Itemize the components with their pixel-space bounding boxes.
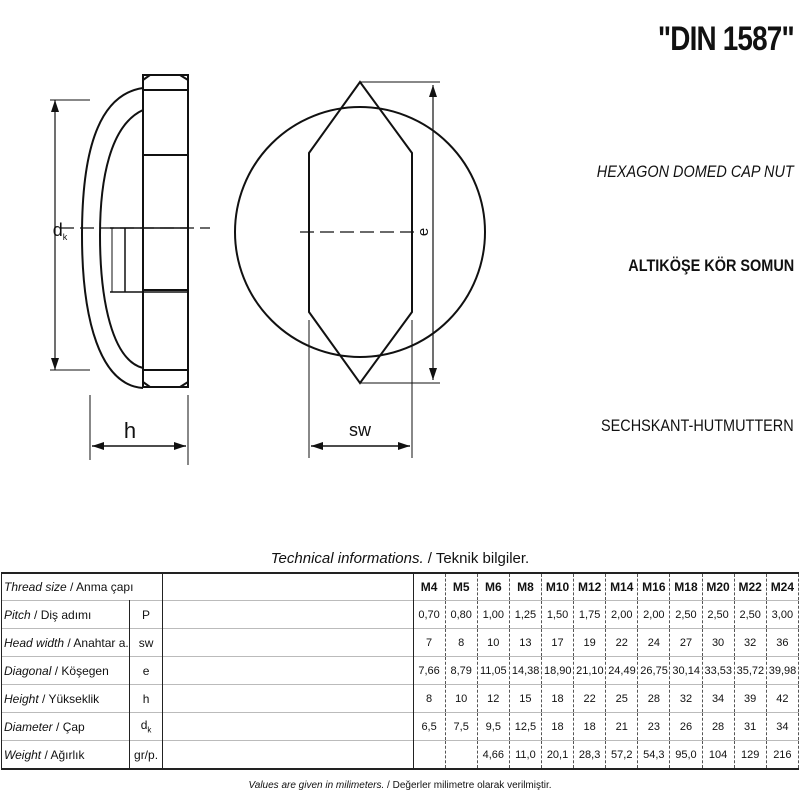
size-header: M6 bbox=[477, 573, 509, 601]
value-cell bbox=[413, 741, 445, 770]
value-cell: 34 bbox=[702, 685, 734, 713]
row-symbol-cell bbox=[130, 713, 162, 741]
footnote bbox=[0, 780, 800, 791]
value-cell: 27 bbox=[670, 629, 702, 657]
value-cell: 10 bbox=[445, 685, 477, 713]
value-cell: 2,50 bbox=[702, 601, 734, 629]
row-label-separator: / bbox=[30, 607, 41, 622]
row-label-separator: / bbox=[41, 747, 51, 762]
size-header: M16 bbox=[638, 573, 670, 601]
value-cell: 8 bbox=[413, 685, 445, 713]
row-symbol-cell bbox=[130, 741, 162, 770]
value-cell: 15 bbox=[509, 685, 541, 713]
blank-cell bbox=[162, 629, 413, 657]
spec-table bbox=[1, 572, 799, 770]
row-label-tr: Anahtar a. bbox=[73, 635, 129, 650]
table-row bbox=[2, 629, 799, 657]
value-cell: 24,49 bbox=[606, 657, 638, 685]
side-view-hex-body bbox=[143, 75, 188, 387]
value-cell bbox=[445, 741, 477, 770]
value-cell: 3,00 bbox=[766, 601, 798, 629]
label-e: e bbox=[415, 227, 432, 237]
value-cell: 1,25 bbox=[509, 601, 541, 629]
blank-cell bbox=[162, 685, 413, 713]
value-cell: 9,5 bbox=[477, 713, 509, 741]
row-symbol: sw bbox=[138, 635, 154, 650]
row-symbol-subscript: k bbox=[147, 725, 152, 735]
value-cell: 33,53 bbox=[702, 657, 734, 685]
value-cell: 42 bbox=[766, 685, 798, 713]
value-cell: 26,75 bbox=[638, 657, 670, 685]
blank-cell bbox=[162, 741, 413, 770]
value-cell: 18,90 bbox=[541, 657, 573, 685]
row-symbol: gr/p. bbox=[134, 747, 159, 762]
value-cell: 19 bbox=[574, 629, 606, 657]
blank-cell bbox=[162, 657, 413, 685]
value-cell: 104 bbox=[702, 741, 734, 770]
value-cell: 22 bbox=[574, 685, 606, 713]
table-row bbox=[2, 741, 799, 770]
table-row bbox=[2, 685, 799, 713]
value-cell: 14,38 bbox=[509, 657, 541, 685]
value-cell: 18 bbox=[541, 713, 573, 741]
size-header: M4 bbox=[413, 573, 445, 601]
value-cell: 57,2 bbox=[606, 741, 638, 770]
value-cell: 17 bbox=[541, 629, 573, 657]
standard-title: "DIN 1587" bbox=[657, 20, 794, 58]
row-symbol-cell bbox=[130, 685, 162, 713]
label-dk bbox=[53, 220, 68, 242]
row-label-cell bbox=[2, 741, 130, 770]
side-view-dome-inner bbox=[100, 110, 143, 368]
row-label-en: Diagonal bbox=[4, 663, 52, 678]
blank-cell bbox=[162, 573, 413, 601]
value-cell: 0,80 bbox=[445, 601, 477, 629]
size-header: M10 bbox=[541, 573, 573, 601]
label-dk-text: d bbox=[52, 220, 63, 240]
value-cell: 7,5 bbox=[445, 713, 477, 741]
value-cell: 28 bbox=[638, 685, 670, 713]
row-label-en: Pitch bbox=[4, 607, 31, 622]
value-cell: 39,98 bbox=[766, 657, 798, 685]
row-label-tr: Köşegen bbox=[61, 663, 109, 678]
value-cell: 21 bbox=[606, 713, 638, 741]
value-cell: 36 bbox=[766, 629, 798, 657]
value-cell: 23 bbox=[638, 713, 670, 741]
product-name-de: SECHSKANT-HUTMUTTERN bbox=[601, 416, 794, 435]
value-cell: 28 bbox=[702, 713, 734, 741]
value-cell: 12,5 bbox=[509, 713, 541, 741]
row-label-tr: Diş adımı bbox=[40, 607, 92, 622]
size-header: M24 bbox=[766, 573, 798, 601]
value-cell: 35,72 bbox=[734, 657, 766, 685]
size-header: M22 bbox=[734, 573, 766, 601]
blank-cell bbox=[162, 601, 413, 629]
value-cell: 30 bbox=[702, 629, 734, 657]
size-header: M14 bbox=[606, 573, 638, 601]
row-label-cell bbox=[2, 601, 130, 629]
row-label-cell bbox=[2, 629, 130, 657]
table-row bbox=[2, 601, 799, 629]
row-symbol: h bbox=[142, 691, 150, 706]
row-symbol: e bbox=[142, 663, 150, 678]
row-label-en: Diameter bbox=[4, 719, 53, 734]
blank-cell bbox=[162, 713, 413, 741]
value-cell: 22 bbox=[606, 629, 638, 657]
row-label-separator: / bbox=[51, 663, 62, 678]
value-cell: 129 bbox=[734, 741, 766, 770]
value-cell: 8 bbox=[445, 629, 477, 657]
row-label-cell bbox=[2, 713, 130, 741]
product-name-en: HEXAGON DOMED CAP NUT bbox=[597, 162, 794, 181]
row-label-en: Head width bbox=[4, 635, 65, 650]
value-cell: 18 bbox=[541, 685, 573, 713]
row-label-tr: Çap bbox=[62, 719, 85, 734]
caption-en: Technical informations. bbox=[270, 550, 424, 567]
value-cell: 216 bbox=[766, 741, 798, 770]
label-sw: sw bbox=[349, 420, 371, 440]
value-cell: 1,00 bbox=[477, 601, 509, 629]
value-cell: 31 bbox=[734, 713, 766, 741]
value-cell: 28,3 bbox=[574, 741, 606, 770]
value-cell: 2,50 bbox=[734, 601, 766, 629]
value-cell: 8,79 bbox=[445, 657, 477, 685]
row-label-cell bbox=[2, 657, 130, 685]
row-symbol-cell bbox=[130, 629, 162, 657]
value-cell: 10 bbox=[477, 629, 509, 657]
value-cell: 95,0 bbox=[670, 741, 702, 770]
value-cell: 54,3 bbox=[638, 741, 670, 770]
value-cell: 11,05 bbox=[477, 657, 509, 685]
value-cell: 7 bbox=[413, 629, 445, 657]
caption-separator: / bbox=[423, 550, 436, 567]
row-symbol: d bbox=[140, 718, 148, 733]
value-cell: 32 bbox=[670, 685, 702, 713]
footnote-tr: Değerler milimetre olarak verilmiştir. bbox=[392, 780, 552, 791]
value-cell: 2,00 bbox=[638, 601, 670, 629]
table-caption bbox=[0, 550, 800, 567]
row-label-cell bbox=[2, 685, 130, 713]
header-label-tr: Anma çapı bbox=[76, 580, 134, 594]
label-h: h bbox=[123, 418, 137, 443]
row-symbol-cell bbox=[130, 657, 162, 685]
label-dk-subscript: k bbox=[62, 232, 68, 242]
footnote-separator: / bbox=[384, 780, 393, 791]
row-label-separator: / bbox=[64, 635, 74, 650]
value-cell: 11,0 bbox=[509, 741, 541, 770]
value-cell: 2,00 bbox=[606, 601, 638, 629]
row-label-tr: Ağırlık bbox=[50, 747, 85, 762]
size-header: M5 bbox=[445, 573, 477, 601]
row-symbol-cell bbox=[130, 601, 162, 629]
value-cell: 39 bbox=[734, 685, 766, 713]
value-cell: 32 bbox=[734, 629, 766, 657]
value-cell: 21,10 bbox=[574, 657, 606, 685]
row-label-tr: Yükseklik bbox=[48, 691, 100, 706]
caption-tr: Teknik bilgiler. bbox=[435, 550, 530, 567]
value-cell: 1,50 bbox=[541, 601, 573, 629]
size-header: M20 bbox=[702, 573, 734, 601]
value-cell: 12 bbox=[477, 685, 509, 713]
table-header-row bbox=[2, 573, 799, 601]
value-cell: 6,5 bbox=[413, 713, 445, 741]
value-cell: 26 bbox=[670, 713, 702, 741]
table-row bbox=[2, 657, 799, 685]
value-cell: 20,1 bbox=[541, 741, 573, 770]
row-symbol: P bbox=[142, 607, 151, 622]
row-label-separator: / bbox=[52, 719, 63, 734]
row-label-en: Weight bbox=[4, 747, 42, 762]
value-cell: 2,50 bbox=[670, 601, 702, 629]
value-cell: 0,70 bbox=[413, 601, 445, 629]
table-row bbox=[2, 713, 799, 741]
value-cell: 1,75 bbox=[574, 601, 606, 629]
header-label-cell bbox=[2, 573, 163, 601]
value-cell: 13 bbox=[509, 629, 541, 657]
footnote-en: Values are given in milimeters. bbox=[248, 780, 385, 791]
size-header: M18 bbox=[670, 573, 702, 601]
value-cell: 34 bbox=[766, 713, 798, 741]
value-cell: 4,66 bbox=[477, 741, 509, 770]
row-label-separator: / bbox=[38, 691, 49, 706]
value-cell: 7,66 bbox=[413, 657, 445, 685]
product-name-tr: ALTIKÖŞE KÖR SOMUN bbox=[628, 256, 794, 275]
header-label-en: Thread size bbox=[4, 580, 67, 594]
header-label-separator: / bbox=[66, 580, 77, 594]
value-cell: 24 bbox=[638, 629, 670, 657]
value-cell: 25 bbox=[606, 685, 638, 713]
size-header: M12 bbox=[574, 573, 606, 601]
row-label-en: Height bbox=[4, 691, 39, 706]
value-cell: 18 bbox=[574, 713, 606, 741]
value-cell: 30,14 bbox=[670, 657, 702, 685]
size-header: M8 bbox=[509, 573, 541, 601]
